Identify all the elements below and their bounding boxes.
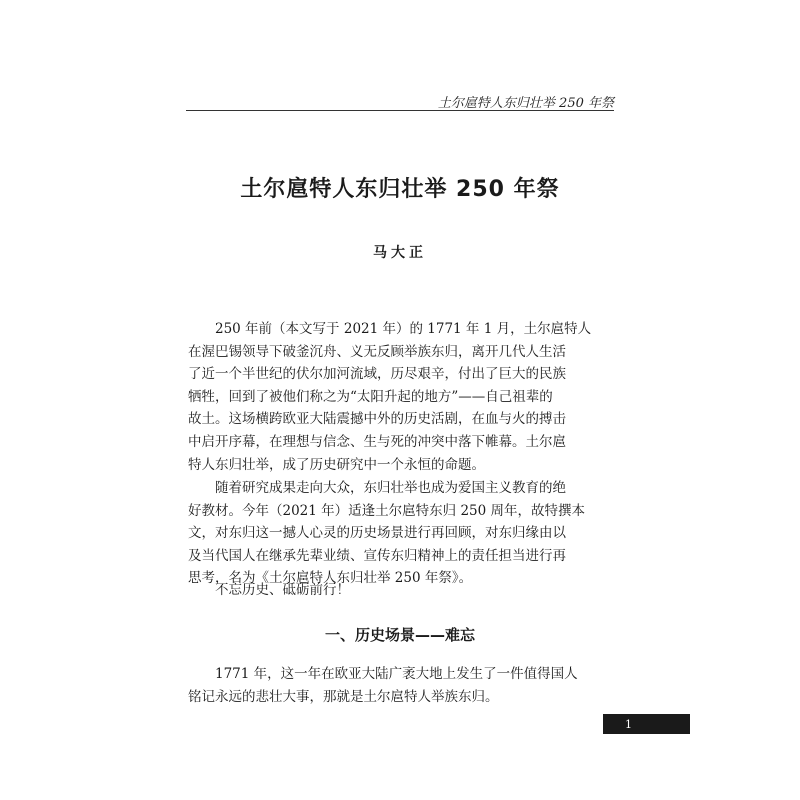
header-divider — [186, 110, 614, 111]
text-line: 牺牲，回到了被他们称之为“太阳升起的地方”——自己祖辈的 — [188, 388, 553, 405]
text-line: 思考，名为《土尔扈特人东归壮举 250 年祭》。 — [188, 570, 473, 587]
paragraph-purpose — [188, 477, 620, 590]
text-line: 铭记永远的悲壮大事，那就是土尔扈特人举族东归。 — [188, 688, 499, 705]
paragraph-motto — [188, 579, 620, 602]
section-heading: 一、历史场景——难忘 — [324, 626, 475, 644]
page-number: 1 — [625, 717, 632, 731]
page-number-tab — [603, 714, 690, 734]
paragraph-intro — [188, 318, 620, 476]
text-line: 好教材。今年（2021 年）适逢土尔扈特东归 250 周年，故特撰本 — [188, 502, 585, 519]
text-line: 不忘历史、砥砺前行！ — [188, 582, 350, 598]
text-line: 特人东归壮举，成了历史研究中一个永恒的命题。 — [188, 456, 485, 473]
running-header: 土尔扈特人东归壮举 250 年祭 — [437, 96, 614, 111]
text-line: 了近一个半世纪的伏尔加河流域，历尽艰辛，付出了巨大的民族 — [188, 366, 566, 383]
text-line: 1771 年，这一年在欧亚大陆广袤大地上发生了一件值得国人 — [188, 666, 578, 682]
paragraph-section1 — [188, 663, 620, 708]
text-line: 及当代国人在继承先辈业绩、宣传东归精神上的责任担当进行再 — [188, 547, 566, 564]
text-line: 中启开序幕，在理想与信念、生与死的冲突中落下帷幕。土尔扈 — [188, 433, 566, 450]
article-title: 土尔扈特人东归壮举 250 年祭 — [240, 177, 560, 202]
text-line: 文，对东归这一撼人心灵的历史场景进行再回顾，对东归缘由以 — [188, 525, 566, 542]
text-line: 250 年前（本文写于 2021 年）的 1771 年 1 月，土尔扈特人 — [188, 321, 592, 337]
text-line: 随着研究成果走向大众，东归壮举也成为爱国主义教育的绝 — [188, 480, 566, 496]
text-line: 在渥巴锡领导下破釜沉舟、义无反顾举族东归，离开几代人生活 — [188, 343, 566, 360]
article-author: 马大正 — [373, 245, 427, 261]
text-line: 故土。这场横跨欧亚大陆震撼中外的历史活剧，在血与火的搏击 — [188, 411, 566, 428]
